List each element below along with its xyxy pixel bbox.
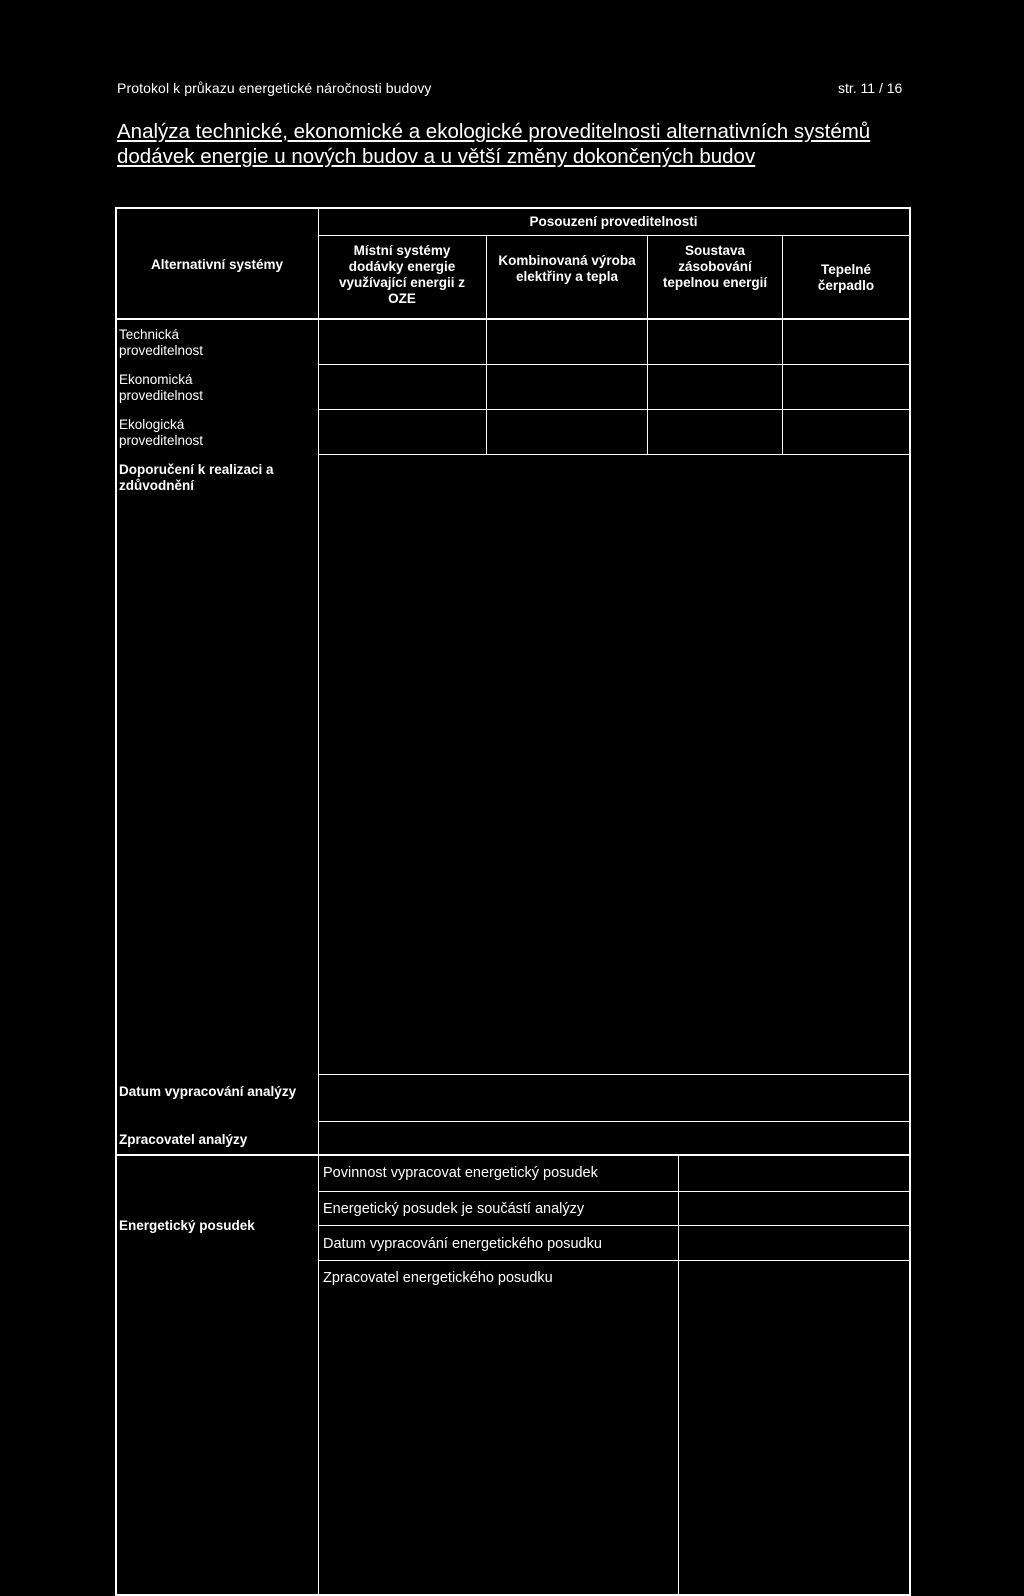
- energy-assessment-item: Zpracovatel energetického posudku: [323, 1270, 553, 1286]
- row-label-economic: Ekonomická proveditelnost: [119, 372, 204, 403]
- document-header-title: Protokol k průkazu energetické náročnosti budovy: [117, 80, 432, 96]
- energy-assessment-item: Povinnost vypracovat energetický posudek: [323, 1165, 598, 1181]
- row-label-analysis-author: Zpracovatel analýzy: [119, 1132, 248, 1147]
- row-label-energy-assessment: Energetický posudek: [119, 1218, 255, 1233]
- row-label-ecological: Ekologická proveditelnost: [119, 417, 204, 448]
- column-header-heat-pump: Tepelné čerpadlo: [817, 262, 875, 293]
- column-header-district-heating: Soustava zásobování tepelnou energií: [662, 243, 768, 290]
- row-label-analysis-date: Datum vypracování analýzy: [119, 1084, 297, 1099]
- row-label-technical: Technická proveditelnost: [119, 327, 204, 358]
- page-number: str. 11 / 16: [838, 80, 903, 96]
- row-label-recommendation: Doporučení k realizaci a zdůvodnění: [119, 462, 274, 493]
- energy-assessment-item: Energetický posudek je součástí analýzy: [323, 1201, 585, 1217]
- group-header: Posouzení proveditelnosti: [529, 214, 698, 229]
- energy-assessment-item: Datum vypracování energetického posudku: [323, 1236, 602, 1252]
- page-title: Analýza technické, ekonomické a ekologické proveditelnosti alternativních systémů dodávek energie u nových budov a u větší změny dokončených budov: [117, 120, 871, 168]
- column-header-oze: Místní systémy dodávky energie využívající energii z OZE: [338, 243, 466, 306]
- column-header-chp: Kombinovaná výroba elektřiny a tepla: [498, 253, 636, 284]
- corner-label: Alternativní systémy: [150, 257, 284, 272]
